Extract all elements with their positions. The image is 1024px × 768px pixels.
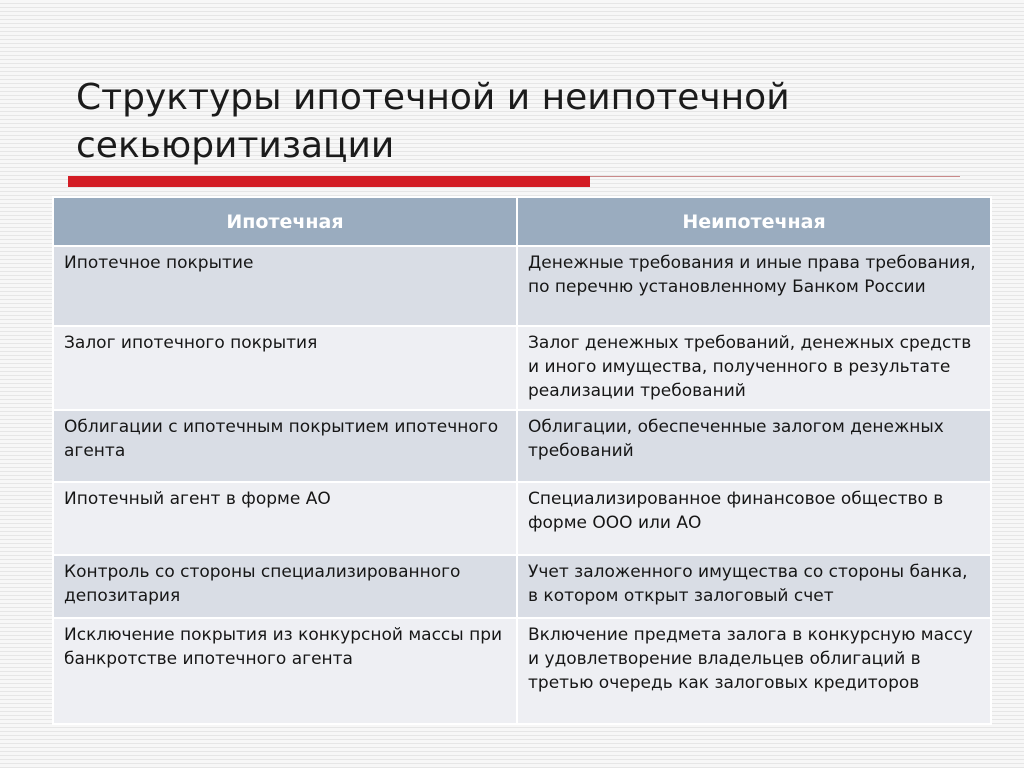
cell-non-mortgage: Включение предмета залога в конкурсную массу и удовлетворение владельцев облигаций в третью очередь как залоговых кредиторов xyxy=(517,618,991,724)
table-row xyxy=(53,326,991,410)
cell-mortgage: Контроль со стороны специализированного депозитария xyxy=(53,555,517,618)
cell-mortgage: Ипотечный агент в форме АО xyxy=(53,482,517,555)
cell-non-mortgage: Специализированное финансовое общество в форме ООО или АО xyxy=(517,482,991,555)
table-row xyxy=(53,618,991,724)
table-row xyxy=(53,482,991,555)
table-row xyxy=(53,410,991,482)
header-non-mortgage: Неипотечная xyxy=(517,197,991,246)
cell-non-mortgage: Учет заложенного имущества со стороны банка, в котором открыт залоговый счет xyxy=(517,555,991,618)
cell-mortgage: Ипотечное покрытие xyxy=(53,246,517,326)
cell-non-mortgage: Облигации, обеспеченные залогом денежных требований xyxy=(517,410,991,482)
comparison-table-container xyxy=(52,196,990,725)
table-header-row xyxy=(53,197,991,246)
cell-mortgage: Исключение покрытия из конкурсной массы при банкротстве ипотечного агента xyxy=(53,618,517,724)
table-row xyxy=(53,555,991,618)
comparison-table xyxy=(52,196,992,725)
cell-non-mortgage: Денежные требования и иные права требования, по перечню установленному Банком России xyxy=(517,246,991,326)
title-accent-bar xyxy=(68,176,590,187)
slide-title: Структуры ипотечной и неипотечной секьюритизации xyxy=(76,77,790,166)
cell-non-mortgage: Залог денежных требований, денежных средств и иного имущества, полученного в результате реализации требований xyxy=(517,326,991,410)
cell-mortgage: Залог ипотечного покрытия xyxy=(53,326,517,410)
header-mortgage: Ипотечная xyxy=(53,197,517,246)
table-row xyxy=(53,246,991,326)
title-accent-line xyxy=(590,176,960,177)
cell-mortgage: Облигации с ипотечным покрытием ипотечного агента xyxy=(53,410,517,482)
